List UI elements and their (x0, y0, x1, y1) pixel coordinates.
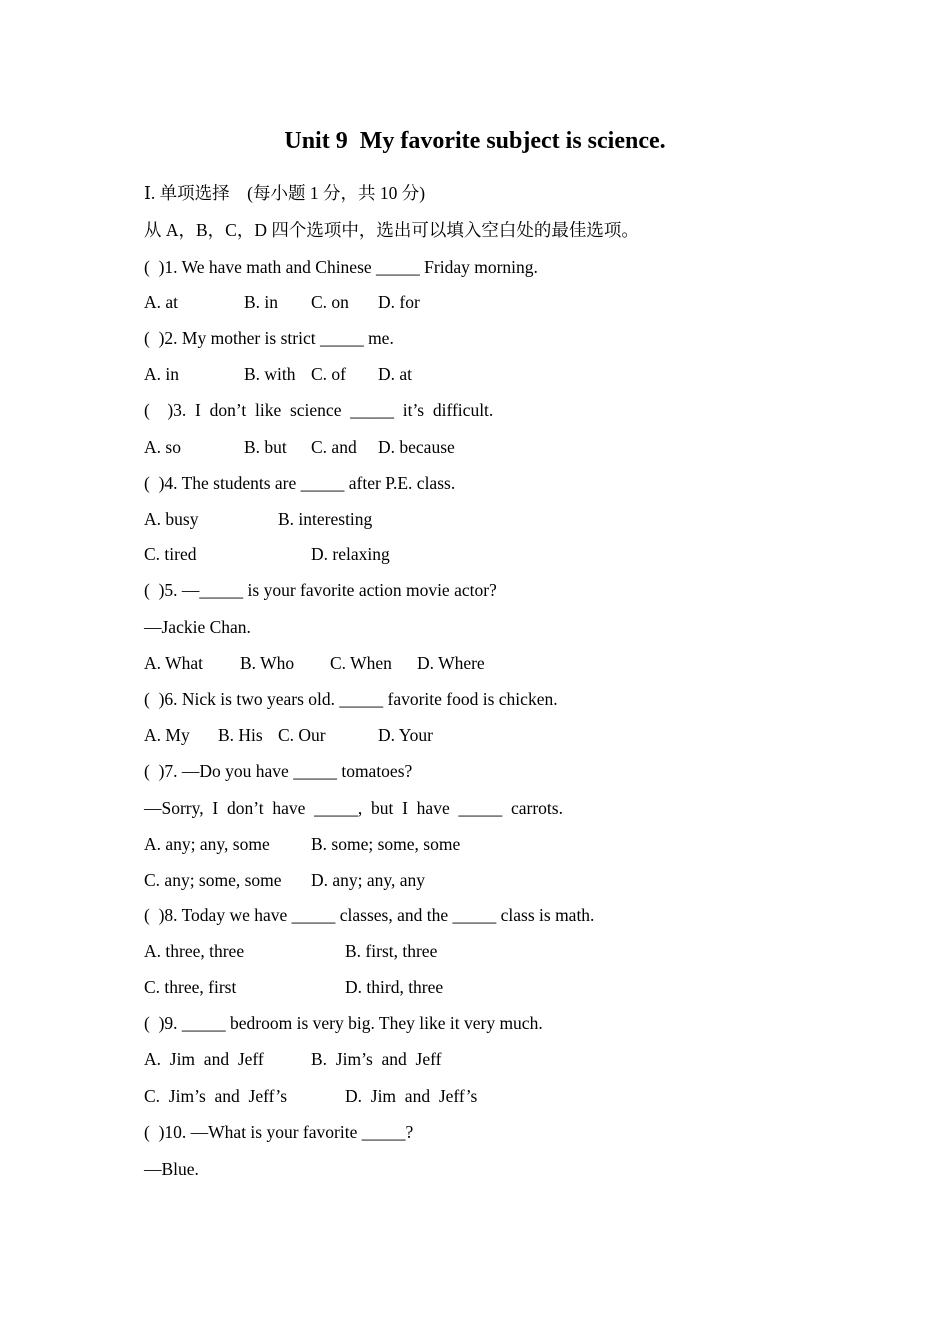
question-8-option-d: D. third, three (345, 977, 444, 997)
question-2-option-b: B. with (244, 364, 296, 384)
question-10-reply: —Blue. (144, 1159, 199, 1179)
question-3-option-c: C. and (311, 437, 357, 457)
question-5-option-a: A. What (144, 653, 203, 673)
question-1-option-d: D. for (378, 292, 420, 312)
question-4-option-d: D. relaxing (311, 544, 390, 564)
question-1-option-a: A. at (144, 292, 179, 312)
question-3-option-b: B. but (244, 437, 287, 457)
page-title: Unit 9 My favorite subject is science. (284, 128, 666, 154)
question-6-option-d: D. Your (378, 725, 433, 745)
question-2-option-c: C. of (311, 364, 346, 384)
question-9-stem: ( )9. _____ bedroom is very big. They like it very much. (144, 1013, 543, 1033)
question-2-stem: ( )2. My mother is strict _____ me. (144, 328, 394, 348)
question-7-reply: —Sorry, I don’t have _____, but I have _____ carrots. (144, 798, 563, 818)
question-4-option-b: B. interesting (278, 509, 373, 529)
question-2-option-d: D. at (378, 364, 413, 384)
question-9-option-a: A. Jim and Jeff (144, 1049, 264, 1069)
question-8-stem: ( )8. Today we have _____ classes, and the _____ class is math. (144, 905, 595, 925)
question-5-stem: ( )5. —_____ is your favorite action movie actor? (144, 580, 497, 600)
question-2-option-a: A. in (144, 364, 179, 384)
question-5-option-c: C. When (330, 653, 392, 673)
question-1-stem: ( )1. We have math and Chinese _____ Friday morning. (144, 257, 538, 277)
question-3-option-a: A. so (144, 437, 181, 457)
question-9-option-b: B. Jim’s and Jeff (311, 1049, 442, 1069)
question-3-stem: ( )3. I don’t like science _____ it’s difficult. (144, 400, 494, 420)
question-4-option-a: A. busy (144, 509, 199, 529)
question-1-option-b: B. in (244, 292, 279, 312)
question-4-stem: ( )4. The students are _____ after P.E. class. (144, 473, 456, 493)
question-7-option-d: D. any; any, any (311, 870, 426, 890)
question-1-option-c: C. on (311, 292, 349, 312)
question-6-option-c: C. Our (278, 725, 326, 745)
question-7-option-a: A. any; any, some (144, 834, 270, 854)
question-6-option-b: B. His (218, 725, 263, 745)
question-9-option-c: C. Jim’s and Jeff’s (144, 1086, 288, 1106)
question-6-stem: ( )6. Nick is two years old. _____ favorite food is chicken. (144, 689, 558, 709)
section-instruction: 从 A，B，C，D 四个选项中，选出可以填入空白处的最佳选项。 (144, 220, 639, 240)
question-8-option-b: B. first, three (345, 941, 438, 961)
question-5-option-d: D. Where (417, 653, 485, 673)
question-10-stem: ( )10. —What is your favorite _____? (144, 1122, 414, 1142)
question-8-option-c: C. three, first (144, 977, 237, 997)
question-3-option-d: D. because (378, 437, 455, 457)
question-9-option-d: D. Jim and Jeff’s (345, 1086, 478, 1106)
question-5-reply: —Jackie Chan. (144, 617, 251, 637)
question-8-option-a: A. three, three (144, 941, 245, 961)
question-7-stem: ( )7. —Do you have _____ tomatoes? (144, 761, 413, 781)
question-4-option-c: C. tired (144, 544, 197, 564)
question-5-option-b: B. Who (240, 653, 295, 673)
question-7-option-b: B. some; some, some (311, 834, 461, 854)
question-6-option-a: A. My (144, 725, 190, 745)
question-7-option-c: C. any; some, some (144, 870, 282, 890)
section-heading: Ⅰ. 单项选择 (每小题 1 分，共 10 分) (144, 183, 426, 203)
